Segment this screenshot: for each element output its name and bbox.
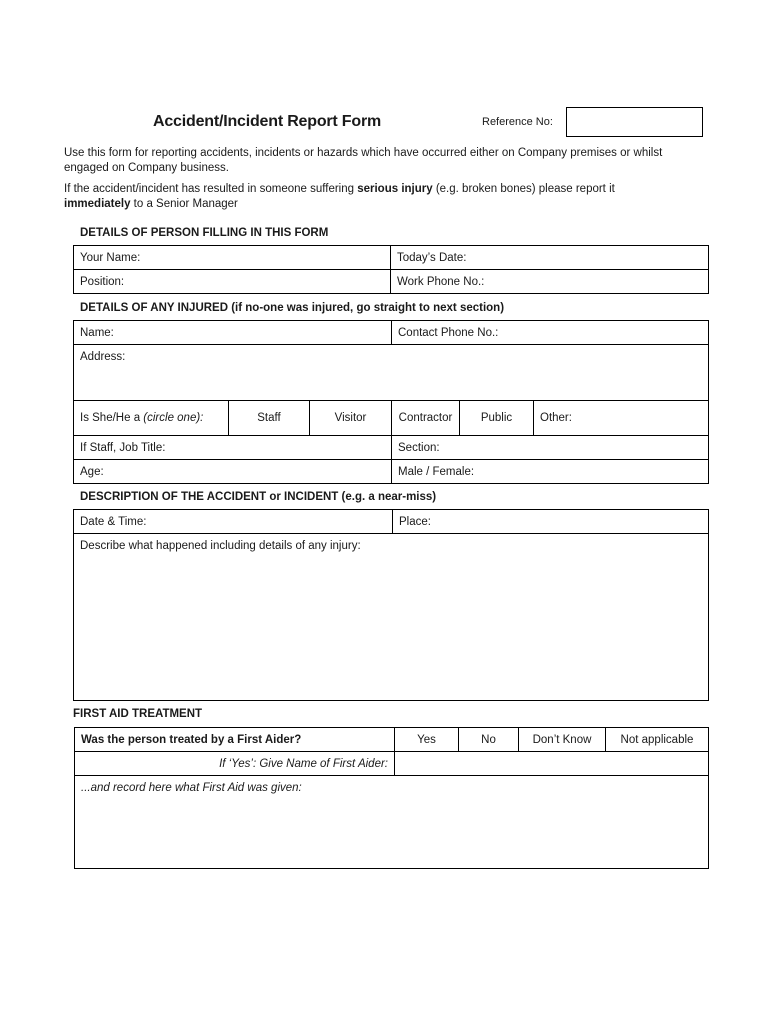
option-contractor[interactable]: Contractor [392, 401, 460, 436]
first-aid-table [74, 727, 709, 869]
option-visitor[interactable]: Visitor [310, 401, 392, 436]
person-type-label [74, 401, 229, 436]
section-heading-description: DESCRIPTION OF THE ACCIDENT or INCIDENT (e.g. a near-miss) [80, 491, 437, 503]
note-serious-injury: serious injury [357, 183, 433, 195]
injured-details-table [73, 320, 709, 484]
first-aider-question: Was the person treated by a First Aider? [75, 728, 395, 752]
option-yes[interactable]: Yes [395, 728, 459, 752]
address-field[interactable]: Address: [74, 345, 709, 401]
option-staff[interactable]: Staff [229, 401, 310, 436]
gender-field[interactable]: Male / Female: [392, 460, 709, 484]
option-public[interactable]: Public [460, 401, 534, 436]
todays-date-field[interactable]: Today’s Date: [391, 246, 709, 270]
reference-label: Reference No: [482, 116, 553, 128]
job-title-field[interactable]: If Staff, Job Title: [74, 436, 392, 460]
section-field[interactable]: Section: [392, 436, 709, 460]
position-field[interactable]: Position: [74, 270, 391, 294]
your-name-field[interactable]: Your Name: [74, 246, 391, 270]
incident-description-table [73, 509, 709, 701]
incident-description-field[interactable]: Describe what happened including details of any injury: [74, 534, 709, 701]
first-aid-given-field[interactable]: ...and record here what First Aid was given: [75, 776, 709, 869]
option-no[interactable]: No [459, 728, 519, 752]
age-field[interactable]: Age: [74, 460, 392, 484]
option-other[interactable]: Other: [534, 401, 709, 436]
first-aider-name-field[interactable] [395, 752, 709, 776]
section-heading-injured: DETAILS OF ANY INJURED (if no-one was injured, go straight to next section) [80, 302, 505, 314]
note-text: to a Senior Manager [130, 198, 238, 210]
date-time-field[interactable]: Date & Time: [74, 510, 393, 534]
circle-one-text: (circle one): [143, 412, 204, 424]
place-field[interactable]: Place: [393, 510, 709, 534]
reference-input-box[interactable] [566, 107, 703, 137]
section-heading-person: DETAILS OF PERSON FILLING IN THIS FORM [80, 227, 329, 239]
person-type-text: Is She/He a [80, 412, 144, 424]
contact-phone-field[interactable]: Contact Phone No.: [392, 321, 709, 345]
option-dont-know[interactable]: Don’t Know [519, 728, 606, 752]
person-details-table [73, 245, 709, 294]
option-not-applicable[interactable]: Not applicable [606, 728, 709, 752]
note-text: If the accident/incident has resulted in someone suffering [64, 183, 358, 195]
first-aider-name-label: If ‘Yes’: Give Name of First Aider: [75, 752, 395, 776]
serious-injury-note [64, 182, 684, 212]
work-phone-field[interactable]: Work Phone No.: [391, 270, 709, 294]
section-heading-first-aid: FIRST AID TREATMENT [73, 708, 203, 720]
note-immediately: immediately [64, 198, 131, 210]
form-title: Accident/Incident Report Form [153, 113, 381, 130]
note-text: (e.g. broken bones) please report it [432, 183, 615, 195]
injured-name-field[interactable]: Name: [74, 321, 392, 345]
intro-paragraph: Use this form for reporting accidents, incidents or hazards which have occurred either on Company premises or whilst engaged on Company business. [64, 147, 663, 174]
